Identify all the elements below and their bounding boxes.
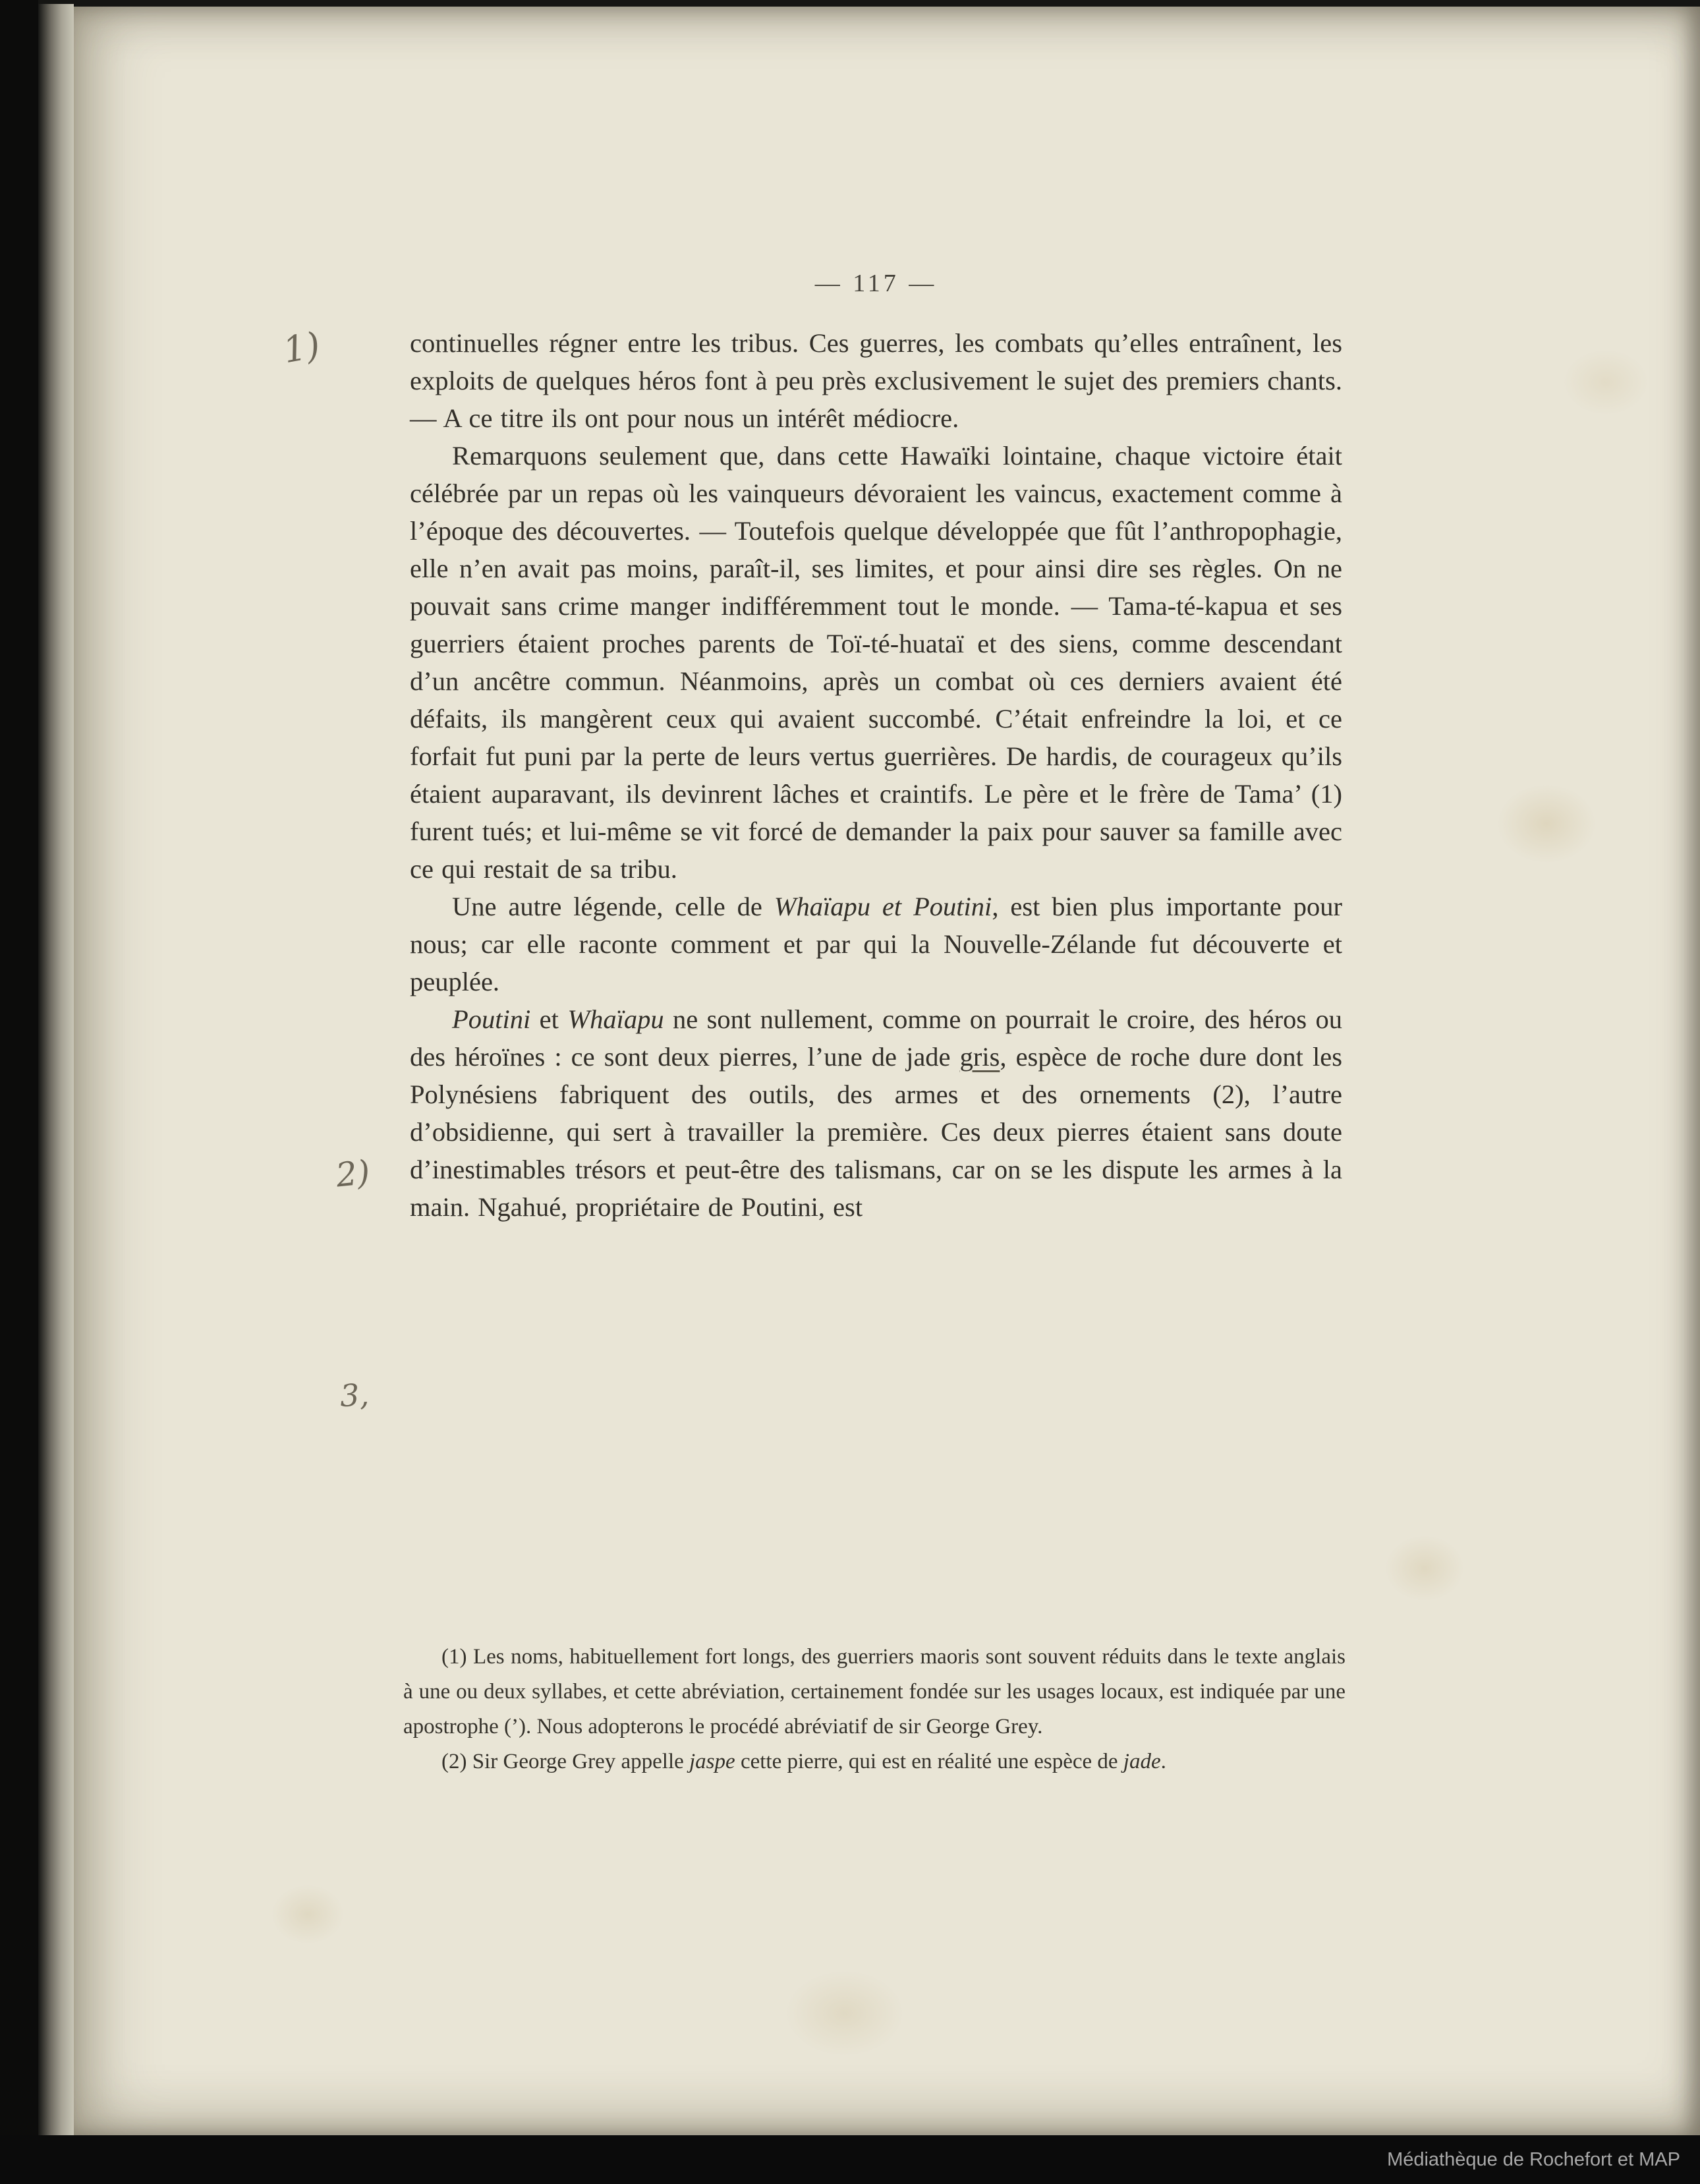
paragraph: [410, 324, 1342, 437]
handwritten-marginalia-2: 2): [334, 1153, 372, 1195]
paper-stain: [1497, 784, 1596, 863]
text-segment: continuelles régner entre les tribus. Ces guerres, les combats qu’elles entraînent, les exploits de quelques héros font à peu près exclusivement le sujet des premiers chants. — A ce titre ils ont pour nous un intérêt médiocre.: [410, 328, 1342, 433]
footnote: [403, 1744, 1346, 1779]
library-watermark: Médiathèque de Rochefort et MAP: [1387, 2148, 1680, 2170]
handwritten-marginalia-1: 1): [279, 324, 324, 372]
text-segment: Poutini: [452, 1004, 531, 1034]
page-number: — 117 —: [814, 270, 938, 297]
book-spine-edge: [0, 0, 38, 2184]
paper-stain: [785, 1970, 904, 2056]
text-segment: gris: [959, 1042, 1000, 1072]
body-text: [410, 324, 1342, 1226]
text-segment: , est bien plus importante pour nous; car elle raconte comment et par qui la Nouvelle-Zélande fut découverte et peuplée.: [410, 892, 1342, 996]
page-stack-edge: [38, 4, 74, 2135]
text-segment: (2) Sir George Grey appelle: [441, 1750, 690, 1773]
text-segment: (1) Les noms, habituellement fort longs, des guerriers maoris sont souvent réduits dans le texte anglais à une ou deux syllabes, et cette abréviation, certainement fondée sur les usages locaux, est indiquée par une apostrophe (’). Nous adopterons le procédé abréviatif de sir George Grey.: [403, 1645, 1346, 1739]
credit-bar: [0, 2135, 1700, 2184]
text-segment: jade: [1123, 1750, 1161, 1773]
paper-stain: [1563, 349, 1649, 415]
text-segment: et: [530, 1004, 568, 1034]
text-segment: Une autre légende, celle de: [452, 892, 774, 921]
footnote: [403, 1640, 1346, 1744]
paragraph: [410, 1000, 1342, 1226]
text-segment: cette pierre, qui est en réalité une espèce de: [735, 1750, 1123, 1773]
text-segment: Whaïapu et Poutini: [774, 892, 992, 921]
paper-stain: [271, 1885, 344, 1944]
text-segment: , espèce de roche dure dont les Polynésiens fabriquent des outils, des armes et des ornements (2), l’autre d’obsidienne, qui sert à travailler la première. Ces deux pierres étaient sans doute d’inestimables trésors et peut-être des talismans, car on se les dispute les armes à la main. Ngahué, propriétaire de Poutini, est: [410, 1042, 1342, 1222]
text-segment: ne sont nullement, comme on pourrait le croire, des héros ou des héroïnes : ce sont deux pierres, l’une de jade: [410, 1004, 1342, 1072]
scanned-page: [74, 7, 1700, 2135]
handwritten-marginalia-3: 3,: [339, 1376, 370, 1414]
text-segment: .: [1160, 1750, 1166, 1773]
paper-stain: [1385, 1536, 1464, 1601]
text-segment: Remarquons seulement que, dans cette Hawaïki lointaine, chaque victoire était célébrée par un repas où les vainqueurs dévoraient les vaincus, exactement comme à l’époque des découvertes. — Toutefois quelque développée que fût l’anthropophagie, elle n’en avait pas moins, paraît-il, ses limites, et pour ainsi dire ses règles. On ne pouvait sans crime manger indifféremment tout le monde. — Tama-té-kapua et ses guerriers étaient proches parents de Toï-té-huataï et des siens, comme descendant d’un ancêtre commun. Néanmoins, après un combat où ces derniers avaient été défaits, ils mangèrent ceux qui avaient succombé. C’était enfreindre la loi, et ce forfait fut puni par la perte de leurs vertus guerrières. De hardis, de courageux qu’ils étaient auparavant, ils devinrent lâches et craintifs. Le père et le frère de Tama’ (1) furent tués; et lui-même se vit forcé de demander la paix pour sauver sa famille avec ce qui restait de sa tribu.: [410, 441, 1342, 884]
paragraph: [410, 437, 1342, 888]
paragraph: [410, 888, 1342, 1000]
text-segment: jaspe: [689, 1750, 735, 1773]
text-segment: Whaïapu: [567, 1004, 664, 1034]
footnotes: [403, 1640, 1346, 1779]
